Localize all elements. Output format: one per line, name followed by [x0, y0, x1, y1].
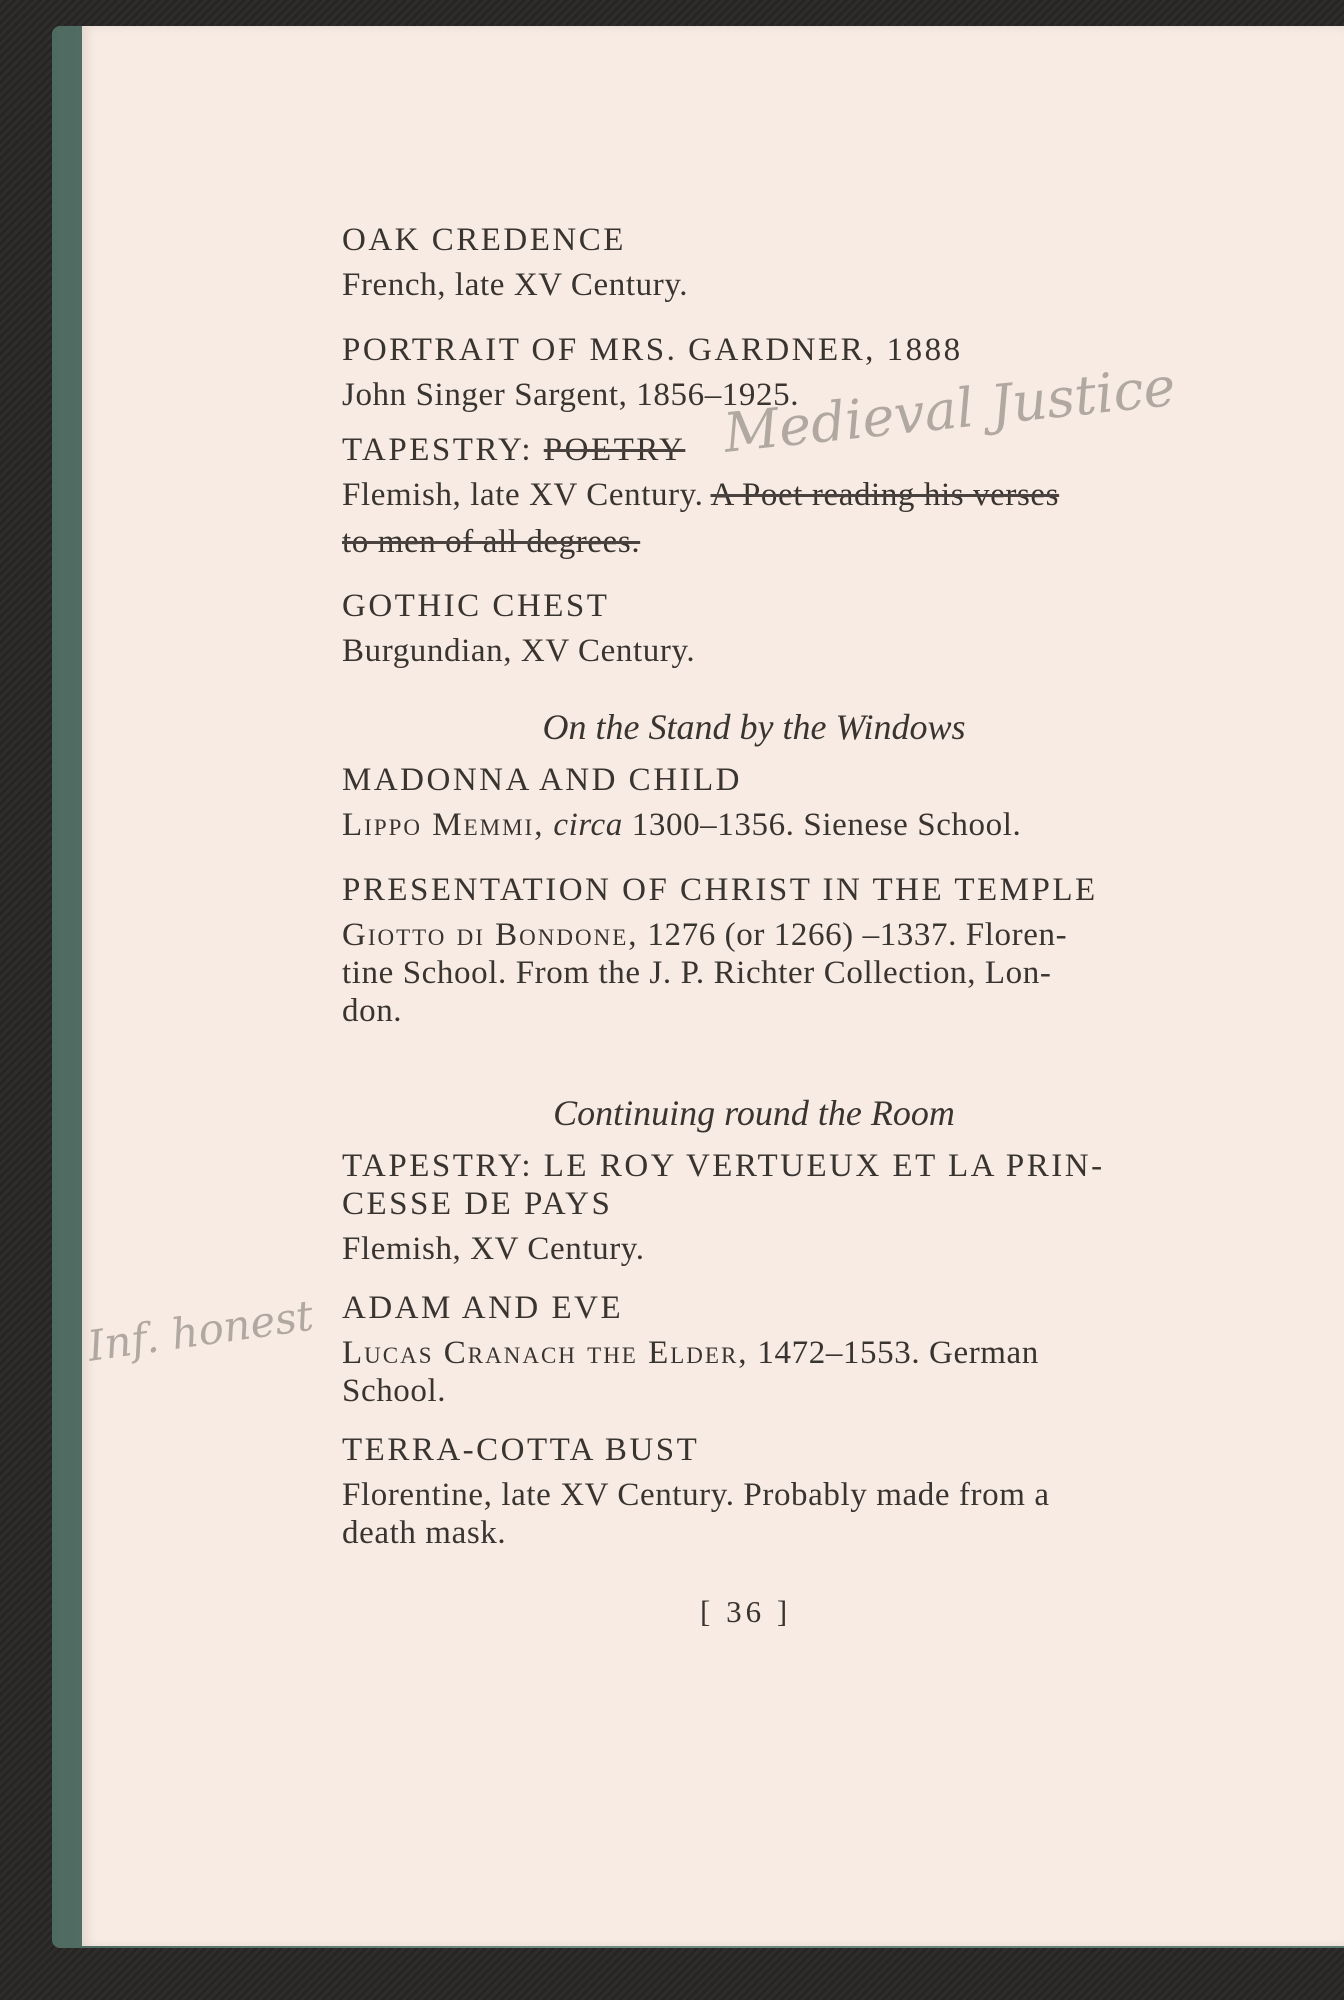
tapestry-poetry-title-struck: POETRY — [543, 432, 686, 468]
heading-stand-by-windows: On the Stand by the Windows — [542, 707, 966, 747]
gothic-chest-desc: Burgundian, XV Century. — [342, 633, 696, 669]
tapestry-poetry-desc-struck: A Poet reading his verses — [710, 477, 1060, 513]
tapestry-poetry-title-prefix: TAPESTRY: — [342, 432, 544, 468]
tapestry-poetry-desc — [342, 476, 1059, 514]
presentation-desc-line1 — [342, 916, 1067, 954]
oak-credence-desc: French, late XV Century. — [342, 267, 689, 303]
terra-cotta-desc-line1: Florentine, late XV Century. Probably made from a — [342, 1477, 1050, 1513]
tapestry-roy-title-line1: TAPESTRY: LE ROY VERTUEUX ET LA PRIN- — [342, 1148, 1105, 1184]
presentation-title: PRESENTATION OF CHRIST IN THE TEMPLE — [342, 872, 1098, 908]
presentation-dates: 1276 (or 1266) –1337. Floren- — [647, 917, 1068, 953]
pencil-annotation-margin: Inf. honest — [84, 1290, 317, 1371]
madonna-title: MADONNA AND CHILD — [342, 762, 743, 798]
page-number: [ 36 ] — [700, 1594, 792, 1629]
tapestry-poetry-desc-line2: to men of all degrees. — [342, 524, 641, 560]
tapestry-poetry-desc-origin: Flemish, late XV Century. — [342, 477, 704, 513]
tapestry-roy-desc: Flemish, XV Century. — [342, 1231, 645, 1267]
adam-eve-desc-line2: School. — [342, 1373, 447, 1409]
oak-credence-title: OAK CREDENCE — [342, 222, 626, 258]
madonna-artist: Lippo Memmi, — [342, 807, 545, 843]
adam-eve-artist: Lucas Cranach the Elder, — [342, 1335, 749, 1371]
book-page — [82, 26, 1344, 1946]
adam-eve-desc-line1 — [342, 1334, 1039, 1372]
adam-eve-dates: 1472–1553. German — [757, 1335, 1039, 1371]
madonna-dates-school: 1300–1356. Sienese School. — [631, 807, 1022, 843]
tapestry-roy-title-line2: CESSE DE PAYS — [342, 1186, 613, 1222]
gothic-chest-title: GOTHIC CHEST — [342, 588, 610, 624]
terra-cotta-title: TERRA-COTTA BUST — [342, 1432, 700, 1468]
pencil-annotation-medieval: Medieval Justice — [720, 354, 1179, 465]
terra-cotta-desc-line2: death mask. — [342, 1515, 507, 1551]
portrait-title: PORTRAIT OF MRS. GARDNER, 1888 — [342, 332, 963, 368]
presentation-artist: Giotto di Bondone, — [342, 917, 639, 953]
presentation-desc-line2: tine School. From the J. P. Richter Collection, Lon- — [342, 955, 1052, 991]
madonna-circa: circa — [553, 807, 623, 843]
madonna-desc — [342, 806, 1021, 844]
adam-eve-title: ADAM AND EVE — [342, 1290, 624, 1326]
heading-continuing-round-room: Continuing round the Room — [553, 1093, 955, 1133]
presentation-desc-line3: don. — [342, 993, 403, 1029]
tapestry-poetry-title — [342, 432, 685, 469]
portrait-desc: John Singer Sargent, 1856–1925. — [342, 377, 800, 413]
